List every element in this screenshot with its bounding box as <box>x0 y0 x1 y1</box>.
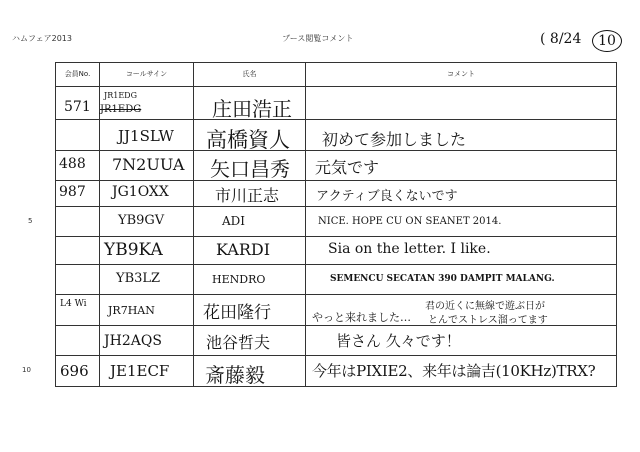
comment-text-lower: とんでストレス溜ってます <box>428 315 548 326</box>
callsign-handwritten: YB9GV <box>118 213 165 228</box>
comment-text-upper: 君の近くに無線で遊ぶ日が <box>425 301 545 312</box>
row-line <box>55 180 617 181</box>
comment-text: SEMENCU SECATAN 390 DAMPIT MALANG. <box>330 274 555 284</box>
row-line <box>55 150 617 151</box>
callsign-handwritten: JJ1SLW <box>118 127 174 145</box>
comment-text: やっと来れました… <box>312 311 411 324</box>
callsign-handwritten: JH2AQS <box>104 333 162 349</box>
comment-text: 今年はPIXIE2、来年は論吉(10KHz)TRX? <box>312 362 596 380</box>
event-title: ハムフェア2013 <box>12 34 72 43</box>
member-name: 市川正志 <box>215 186 280 205</box>
member-number: 696 <box>60 362 89 380</box>
header-comment: コメント <box>447 70 475 78</box>
page-number: 10 <box>592 30 622 52</box>
column-line <box>193 62 194 387</box>
member-name: 花田隆行 <box>203 303 271 323</box>
header-callsign: コールサイン <box>125 70 168 78</box>
header-member-no: 会員No. <box>64 70 91 78</box>
table-border-bottom <box>55 386 617 387</box>
callsign-handwritten: JR1EDG <box>104 91 137 100</box>
margin-number: 10 <box>22 366 31 374</box>
member-name: 高橋資人 <box>206 128 290 152</box>
row-line <box>55 264 617 265</box>
comment-text: NICE. HOPE CU ON SEANET 2014. <box>318 216 502 227</box>
comment-text: 初めて参加しました <box>322 130 467 149</box>
row-line <box>55 355 617 356</box>
row-line <box>55 86 617 87</box>
member-number: 571 <box>64 99 91 115</box>
side-note: L4 Wi <box>60 299 87 309</box>
column-line <box>616 62 617 387</box>
member-name: 矢口昌秀 <box>210 157 290 181</box>
sheet-title: ブース閲覧コメント <box>282 34 354 43</box>
member-name: KARDI <box>216 240 271 259</box>
member-name: 池谷哲夫 <box>206 333 271 352</box>
callsign-handwritten: JE1ECF <box>110 362 170 380</box>
member-name: 庄田浩正 <box>212 97 292 121</box>
member-name: 斎藤毅 <box>205 363 265 387</box>
margin-number: 5 <box>28 217 33 225</box>
callsign-handwritten: YB9KA <box>104 240 163 260</box>
comment-text: 皆さん 久々です！ <box>336 332 461 350</box>
row-line <box>55 294 617 295</box>
row-line <box>55 236 617 237</box>
callsign-handwritten: JR7HAN <box>108 304 155 317</box>
row-line <box>55 119 617 120</box>
header-name: 氏名 <box>242 70 257 78</box>
column-line <box>305 62 306 387</box>
callsign-struck: JR1EDG <box>100 104 142 115</box>
date-note: ( 8/24 <box>540 31 582 47</box>
comment-text: Sia on the letter. I like. <box>328 241 491 257</box>
column-line <box>55 62 56 387</box>
comment-text: 元気です <box>315 158 380 177</box>
callsign-handwritten: 7N2UUA <box>112 155 185 174</box>
member-number: 488 <box>59 156 86 172</box>
callsign-handwritten: YB3LZ <box>116 271 161 286</box>
member-name: HENDRO <box>212 273 266 286</box>
callsign-handwritten: JG1OXX <box>112 184 169 200</box>
row-line <box>55 206 617 207</box>
member-number: 987 <box>59 184 86 200</box>
comment-text: アクティブ良くないです <box>316 189 458 204</box>
member-name: ADI <box>222 214 246 228</box>
